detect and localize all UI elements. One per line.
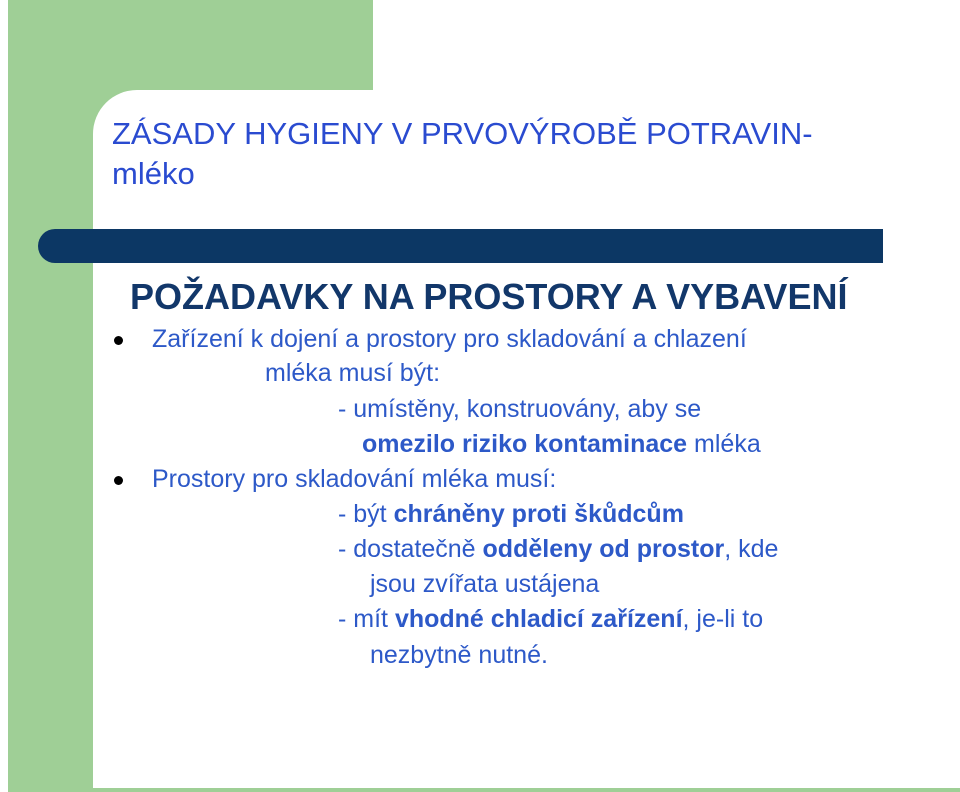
emphasis-text: omezilo riziko kontaminace	[362, 430, 688, 458]
bullet-1-line-2: mléka musí být:	[265, 359, 441, 387]
plain-text: mléka	[687, 430, 761, 458]
bullet-1-line-4	[362, 427, 761, 461]
plain-text: , je-li to	[682, 605, 764, 633]
bullet-2-line-3	[338, 532, 778, 566]
bullet-dot	[114, 336, 123, 345]
bullet-2-line-4: jsou zvířata ustájena	[370, 570, 600, 598]
bullet-2-line-6: nezbytně nutné.	[370, 641, 548, 669]
section-heading: POŽADAVKY NA PROSTORY A VYBAVENÍ	[130, 276, 848, 317]
plain-text: - dostatečně	[338, 535, 483, 563]
bullet-2-line-2	[338, 497, 684, 531]
bullet-dot	[114, 476, 123, 485]
plain-text: - být	[338, 500, 394, 528]
emphasis-text: vhodné chladicí zařízení	[394, 605, 683, 633]
plain-text: - mít	[338, 605, 395, 633]
emphasis-text: odděleny od prostor	[482, 535, 725, 563]
bullet-2-line-1: Prostory pro skladování mléka musí:	[152, 465, 557, 493]
bullet-1-line-1: Zařízení k dojení a prostory pro skladování a chlazení	[152, 325, 747, 353]
bullet-2-line-5	[338, 602, 763, 636]
title-line-2: mléko	[112, 156, 195, 191]
emphasis-text: chráněny proti škůdcům	[393, 500, 684, 528]
plain-text: , kde	[724, 535, 779, 563]
bullet-1-line-3: - umístěny, konstruovány, aby se	[338, 395, 702, 423]
title-line-1: ZÁSADY HYGIENY V PRVOVÝROBĚ POTRAVIN-	[112, 116, 813, 151]
